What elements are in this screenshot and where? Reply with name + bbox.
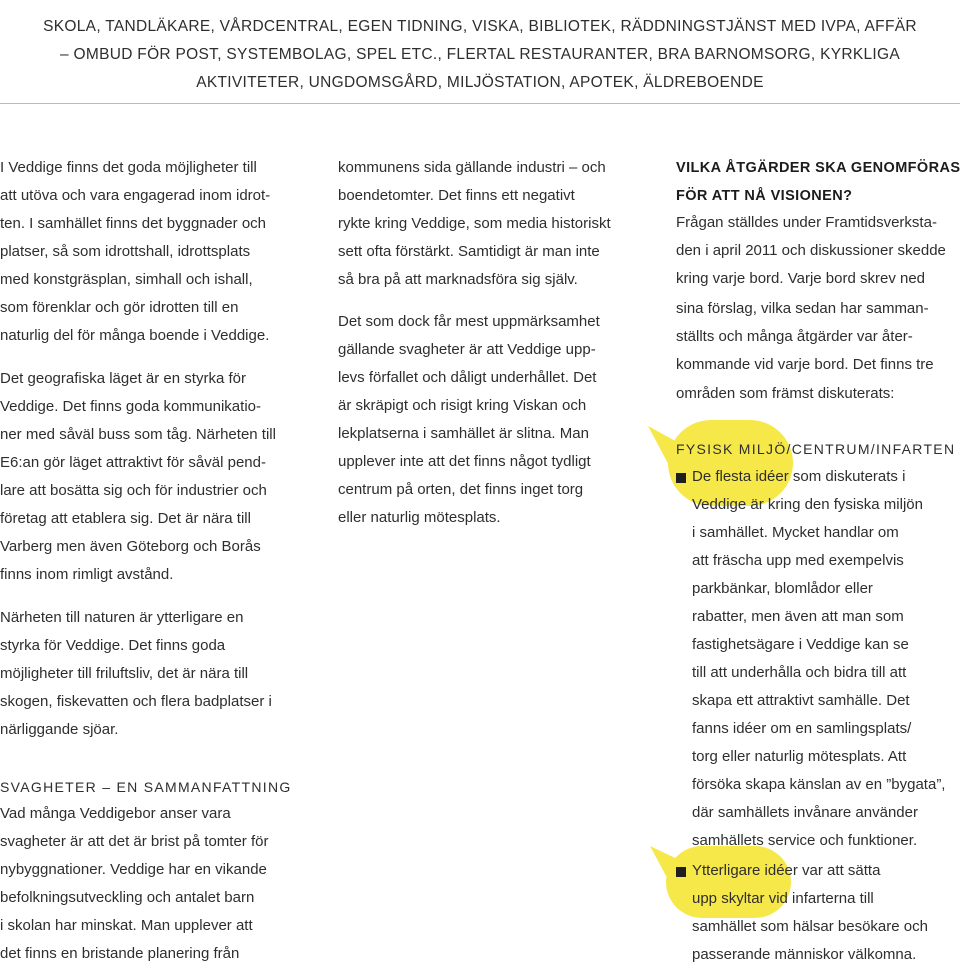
column-heading: FÖR ATT NÅ VISIONEN? bbox=[676, 188, 853, 204]
highlight-bubble bbox=[666, 846, 791, 918]
body-text-line: ställts och många åtgärder var åter- bbox=[676, 328, 913, 345]
header-box bbox=[0, 0, 960, 104]
bullet-text-line: Ytterligare idéer var att sätta bbox=[692, 862, 881, 879]
bullet-text-line: där samhällets invånare använder bbox=[692, 804, 918, 821]
bullet-square-icon bbox=[676, 867, 686, 877]
body-text-line: rykte kring Veddige, som media historiskt bbox=[338, 215, 611, 232]
bullet-text-line: rabatter, men även att man som bbox=[692, 608, 904, 625]
bullet-text-line: försöka skapa känslan av en ”bygata”, bbox=[692, 776, 946, 793]
bullet-text-line: torg eller naturlig mötesplats. Att bbox=[692, 748, 907, 765]
body-text-line: ner med såväl buss som tåg. Närheten till bbox=[0, 426, 276, 443]
section-heading: SVAGHETER – EN SAMMANFATTNING bbox=[0, 779, 292, 795]
body-text-line: Varberg men även Göteborg och Borås bbox=[0, 538, 261, 555]
column-heading: VILKA ÅTGÄRDER SKA GENOMFÖRAS bbox=[676, 160, 960, 176]
body-text-line: lare att bosätta sig och för industrier och bbox=[0, 482, 267, 499]
body-text-line: den i april 2011 och diskussioner skedde bbox=[676, 242, 946, 259]
body-text-line: Det som dock får mest uppmärksamhet bbox=[338, 313, 600, 330]
body-text-line: kommunens sida gällande industri – och bbox=[338, 159, 606, 176]
bullet-text-line: att fräscha upp med exempelvis bbox=[692, 552, 904, 569]
body-text-line: levs förfallet och dåligt underhållet. Det bbox=[338, 369, 597, 386]
body-text-line: I Veddige finns det goda möjligheter till bbox=[0, 159, 257, 176]
bullet-text-line: parkbänkar, blomlådor eller bbox=[692, 580, 873, 597]
body-text-line: områden som främst diskuterats: bbox=[676, 385, 895, 402]
body-text-line: Det geografiska läget är en styrka för bbox=[0, 370, 246, 387]
body-text-line: så bra på att marknadsföra sig själv. bbox=[338, 271, 578, 288]
body-text-line: med konstgräsplan, simhall och ishall, bbox=[0, 271, 253, 288]
bullet-text-line: samhället som hälsar besökare och bbox=[692, 918, 928, 935]
header-line: SKOLA, TANDLÄKARE, VÅRDCENTRAL, EGEN TIDNING, VISKA, BIBLIOTEK, RÄDDNINGSTJÄNST MED IVPA, AFFÄR bbox=[43, 18, 917, 35]
bullet-text-line: till att underhålla och bidra till att bbox=[692, 664, 907, 681]
bullet-text-line: fanns idéer om en samlingsplats/ bbox=[692, 720, 912, 737]
body-text-line: Närheten till naturen är ytterligare en bbox=[0, 609, 244, 626]
body-text-line: lekplatserna i samhället är slitna. Man bbox=[338, 425, 589, 442]
body-text-line: styrka för Veddige. Det finns goda bbox=[0, 637, 226, 654]
body-text-line: centrum på orten, det finns inget torg bbox=[338, 481, 584, 498]
bullet-text-line: passerande människor välkomna. bbox=[692, 946, 917, 963]
body-text-line: som förenklar och gör idrotten till en bbox=[0, 299, 239, 316]
section-title: FYSISK MILJÖ/CENTRUM/INFARTEN bbox=[676, 441, 956, 457]
body-text-line: naturlig del för många boende i Veddige. bbox=[0, 327, 270, 344]
body-text-line: är skräpigt och risigt kring Viskan och bbox=[338, 397, 587, 414]
highlight-bubble bbox=[668, 420, 793, 506]
bullet-text-line: skapa ett attraktivt samhälle. Det bbox=[692, 692, 910, 709]
body-text-line: svagheter är att det är brist på tomter för bbox=[0, 833, 269, 850]
body-text-line: Frågan ställdes under Framtidsverksta- bbox=[676, 214, 937, 231]
body-text-line: finns inom rimligt avstånd. bbox=[0, 566, 174, 583]
body-text-line: kring varje bord. Varje bord skrev ned bbox=[676, 270, 926, 287]
body-text-line: E6:an gör läget attraktivt för såväl pend- bbox=[0, 454, 266, 471]
body-text-line: närliggande sjöar. bbox=[0, 721, 119, 738]
body-text-line: företag att etablera sig. Det är nära till bbox=[0, 510, 251, 527]
body-text-line: Veddige. Det finns goda kommunikatio- bbox=[0, 398, 261, 415]
bullet-text-line: samhällets service och funktioner. bbox=[692, 832, 918, 849]
body-text-line: möjligheter till friluftsliv, det är nära till bbox=[0, 665, 249, 682]
bullet-text-line: Veddige är kring den fysiska miljön bbox=[692, 496, 923, 513]
body-text-line: upplever inte att det finns något tydligt bbox=[338, 453, 591, 470]
body-text-line: gällande svagheter är att Veddige upp- bbox=[338, 341, 596, 358]
bullet-text-line: fastighetsägare i Veddige kan se bbox=[692, 636, 909, 653]
body-text-line: befolkningsutveckling och antalet barn bbox=[0, 889, 255, 906]
body-text-line: platser, så som idrottshall, idrottsplats bbox=[0, 243, 251, 260]
header-line: – OMBUD FÖR POST, SYSTEMBOLAG, SPEL ETC., FLERTAL RESTAURANTER, BRA BARNOMSORG, KYRKLIGA bbox=[59, 46, 901, 63]
body-text-line: kommande vid varje bord. Det finns tre bbox=[676, 356, 934, 373]
bullet-text-line: i samhället. Mycket handlar om bbox=[692, 524, 899, 541]
body-text-line: skogen, fiskevatten och flera badplatser i bbox=[0, 693, 272, 710]
bullet-square-icon bbox=[676, 473, 686, 483]
body-text-line: sina förslag, vilka sedan har samman- bbox=[676, 300, 929, 317]
header-line: AKTIVITETER, UNGDOMSGÅRD, MILJÖSTATION, APOTEK, ÄLDREBOENDE bbox=[196, 74, 764, 91]
body-text-line: nybyggnationer. Veddige har en vikande bbox=[0, 861, 267, 878]
body-text-line: ten. I samhället finns det byggnader och bbox=[0, 215, 267, 232]
body-text-line: sett ofta förstärkt. Samtidigt är man inte bbox=[338, 243, 600, 260]
body-text-line: i skolan har minskat. Man upplever att bbox=[0, 917, 253, 934]
bullet-text-line: De flesta idéer som diskuterats i bbox=[692, 468, 906, 485]
body-text-line: Vad många Veddigebor anser vara bbox=[0, 805, 231, 822]
bullet-text-line: upp skyltar vid infarterna till bbox=[692, 890, 874, 907]
body-text-line: det finns en bristande planering från bbox=[0, 945, 240, 962]
body-text-line: att utöva och vara engagerad inom idrot- bbox=[0, 187, 271, 204]
body-text-line: eller naturlig mötesplats. bbox=[338, 509, 501, 526]
body-text-line: boendetomter. Det finns ett negativt bbox=[338, 187, 575, 204]
